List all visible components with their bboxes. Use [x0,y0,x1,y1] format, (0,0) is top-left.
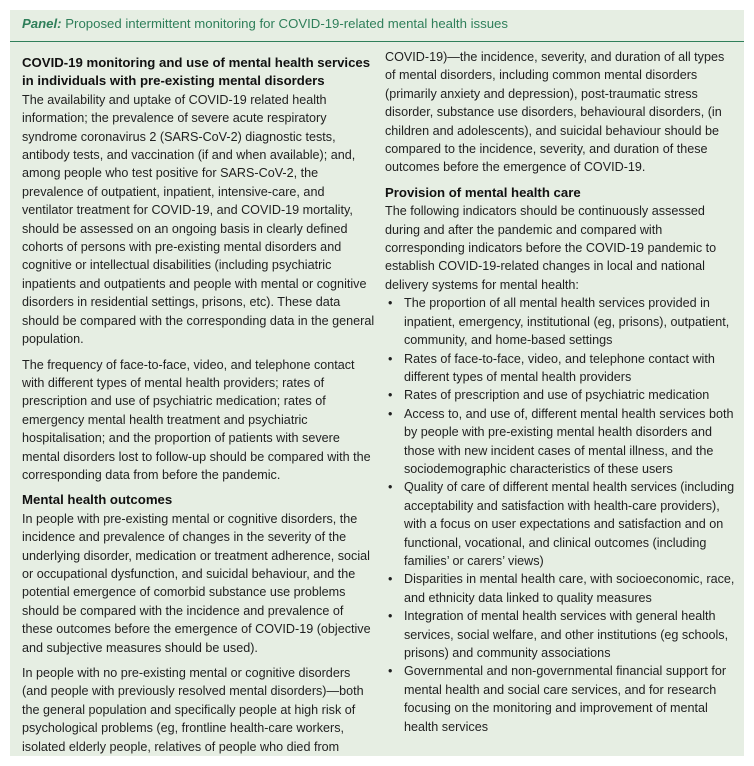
section-heading-provision: Provision of mental health care [385,184,581,200]
panel-label: Panel: [22,16,62,31]
panel [10,10,744,756]
panel-title: Proposed intermittent monitoring for COVID-19-related mental health issues [65,16,508,31]
list-item: • Rates of face-to-face, video, and telephone contact with different types of mental health providers [385,350,737,387]
paragraph: The frequency of face-to-face, video, and telephone contact with different types of mental health providers; rates of prescription and use of psychiatric medication; rates of emergency mental health treatment and psychiatric hospitalisation; and the proportion of patients with severe mental disorders lost to follow-up should be compared with the corresponding data from before the pandemic. [22,357,371,482]
list-item: • Rates of prescription and use of psychiatric medication [385,386,737,404]
indicator-list [385,294,737,736]
paragraph: The following indicators should be continuously assessed during and after the pandemic and compared with corresponding indicators before the COVID-19 pandemic to establish COVID-19-related changes in local and national delivery systems for mental health: [385,204,717,292]
paragraph: COVID-19)—the incidence, severity, and duration of all types of mental disorders, including common mental disorders (primarily anxiety and depression), post-traumatic stress disorder, substance use disorders, behavioural disorders, (in children and adolescents), and suicidal behaviour should be compared to the incidence, severity, and duration of these outcomes before the emergence of COVID-19. [385,50,725,175]
list-item: • The proportion of all mental health services provided in inpatient, emergency, institutional (eg, prisons), outpatient, community, and home-based settings [385,294,737,349]
section-heading-monitoring: COVID-19 monitoring and use of mental health services in individuals with pre-existing mental disorders [22,55,371,89]
paragraph: The availability and uptake of COVID-19 related health information; the prevalence of severe acute respiratory syndrome coronavirus 2 (SARS-CoV-2) diagnostic tests, antibody tests, and vaccination (if and when available); and, among people who test positive for SARS-CoV-2, the prevalence of outpatient, inpatient, intensive-care, and ventilator treatment for COVID-19, and COVID-19 mortality, should be assessed on an ongoing basis in clearly defined cohorts of persons with pre-existing mental disorders and cognitive or intellectual disabilities (including psychiatric inpatients and outpatients and people with mental or cognitive disorders in residential settings, prisons, etc). These data should be compared with the corresponding data in the general population. [22,92,375,347]
list-item: • Integration of mental health services with general health services, social welfare, and other institutions (eg schools, prisons) and community associations [385,607,737,662]
paragraph: In people with no pre-existing mental or cognitive disorders (and people with previously resolved mental disorders)—both the general population and specifically people at high risk of psychological problems (eg, frontline health-care workers, isolated elderly people, relatives of people who died from [22,666,364,754]
panel-header [10,10,744,42]
left-column [22,54,376,763]
list-item: • Access to, and use of, different mental health services both by people with pre-existing mental health disorders and those with new incident cases of mental illness, and the sociodemographic characteristics of these users [385,405,737,479]
list-item: • Governmental and non-governmental financial support for mental health and social care services, and for research focusing on the monitoring and improvement of mental health services [385,662,737,736]
list-item: • Quality of care of different mental health services (including acceptability and satisfaction with health-care providers), with a focus on user expectations and satisfaction and on functional, vocational, and clinical outcomes (including families’ or carers’ views) [385,478,737,570]
section-heading-outcomes: Mental health outcomes [22,492,173,508]
right-column [385,48,737,736]
list-item: • Disparities in mental health care, with socioeconomic, race, and ethnicity data linked to quality measures [385,570,737,607]
paragraph: In people with pre-existing mental or cognitive disorders, the incidence and prevalence of changes in the severity of the underlying disorder, medication or treatment adherence, social or occupational dysfunction, and suicidal behaviour, and the potential emergence of comorbid substance use problems should be compared with the incidence and prevalence of these outcomes before the emergence of COVID-19 (objective and subjective measures should be used). [22,511,371,655]
